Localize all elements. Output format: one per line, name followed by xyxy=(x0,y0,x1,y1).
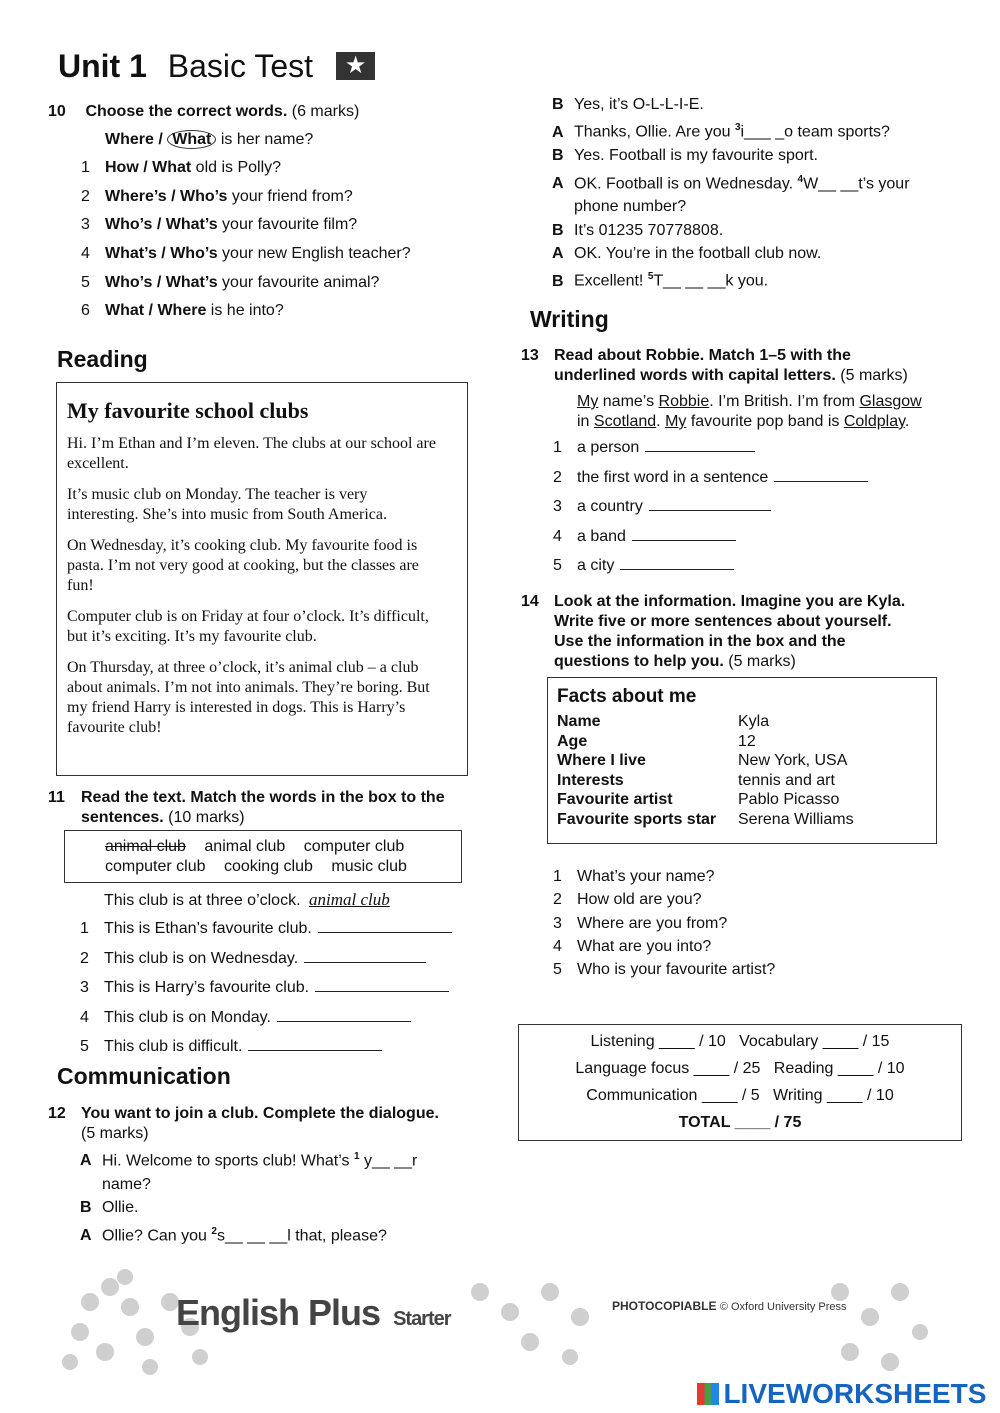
item-number: 6 xyxy=(81,302,90,320)
gap-number: 2 xyxy=(211,1225,217,1237)
dialogue-text: Ollie. xyxy=(102,1199,139,1217)
item-number: 5 xyxy=(80,1038,89,1055)
word-option: animal club xyxy=(204,838,286,855)
item-number: 5 xyxy=(81,273,90,291)
gap-number: 4 xyxy=(797,173,804,185)
test-title: Basic Test xyxy=(167,48,314,84)
word-choice[interactable]: Where’s / Who’s xyxy=(105,187,228,205)
dialogue-text: Yes. Football is my favourite sport. xyxy=(574,147,818,165)
reading-title: My favourite school clubs xyxy=(67,398,309,423)
word-choice[interactable]: Who’s / What’s xyxy=(105,273,218,291)
fact-key: Age xyxy=(557,732,588,750)
q10-item xyxy=(48,187,488,207)
item-text: This club is on Wednesday. xyxy=(104,949,299,967)
question-11 xyxy=(48,788,488,828)
item-number: 4 xyxy=(553,527,562,545)
item-text: your favourite animal? xyxy=(217,273,380,291)
score-reading: Reading ____ / 10 xyxy=(773,1060,905,1077)
dialogue-line xyxy=(552,118,972,142)
fact-value: tennis and art xyxy=(738,771,835,789)
q13-item xyxy=(553,526,953,547)
q10-item xyxy=(48,273,488,293)
fact-key: Favourite artist xyxy=(557,791,673,808)
q13-marks: (5 marks) xyxy=(840,367,908,384)
reading-paragraph: It’s music club on Monday. The teacher is very interesting. She’s into music from South America. xyxy=(67,486,387,523)
q14-question xyxy=(553,914,953,934)
q11-item xyxy=(80,1036,480,1057)
fact-row xyxy=(557,732,936,752)
dialogue-text: OK. You’re in the football club now. xyxy=(574,245,822,262)
q11-example: This club is at three o’clock. animal club xyxy=(104,890,390,909)
fact-key: Interests xyxy=(557,771,624,789)
reading-paragraph: Computer club is on Friday at four o’clock. It’s difficult, but it’s exciting. It’s my favourite club. xyxy=(67,608,429,645)
score-writing: Writing ____ / 10 xyxy=(773,1087,894,1104)
lw-text: LIVEWORKSHEETS xyxy=(723,1378,987,1409)
question-text: What are you into? xyxy=(577,937,712,955)
fact-row xyxy=(557,751,936,771)
dialogue-text: OK. Football is on Wednesday. xyxy=(574,174,798,192)
word-choice[interactable]: What’s / Who’s xyxy=(105,245,218,263)
gap-text[interactable]: i___ _o team sports? xyxy=(740,123,890,141)
dialogue-text: Yes, it’s O-L-L-I-E. xyxy=(574,96,704,113)
word-option: music club xyxy=(331,858,407,875)
item-text: This is Ethan’s favourite club. xyxy=(104,920,312,937)
q12-marks: (5 marks) xyxy=(81,1125,149,1142)
score-communication: Communication ____ / 5 xyxy=(586,1087,760,1104)
score-box xyxy=(518,1024,962,1141)
score-listening: Listening ____ / 10 xyxy=(590,1033,726,1050)
dialogue-line xyxy=(552,95,972,115)
q10-marks: (6 marks) xyxy=(291,103,360,120)
circled-answer: What xyxy=(167,130,216,149)
q14-instruction-4: questions to help you. xyxy=(554,653,724,670)
question-text: Who is your favourite artist? xyxy=(577,961,776,979)
dialogue-text: Ollie? Can you xyxy=(102,1226,212,1244)
fact-row xyxy=(557,810,936,830)
speaker-label: A xyxy=(552,245,564,262)
dialogue-line xyxy=(80,1175,480,1195)
score-language-focus: Language focus ____ / 25 xyxy=(575,1060,761,1077)
question-text: How old are you? xyxy=(577,891,702,909)
reading-paragraph: On Thursday, at three o’clock, it’s animal club – a club about animals. I’m not into animals. They’re boring. But my friend Harry is interested in dogs. This is Harry’s favourite club! xyxy=(67,659,430,736)
dialogue-line xyxy=(80,1147,480,1171)
dialogue-text: name? xyxy=(102,1175,151,1193)
answer-line[interactable] xyxy=(645,437,755,452)
brand-logo xyxy=(176,1292,451,1334)
q11-item xyxy=(80,977,480,998)
dialogue-line xyxy=(552,170,972,194)
question-10 xyxy=(48,102,488,330)
speaker-label: B xyxy=(552,272,564,290)
question-text: What’s your name? xyxy=(577,868,715,885)
speaker-label: A xyxy=(552,123,564,141)
star-badge: ★ xyxy=(336,52,376,80)
answer-line[interactable] xyxy=(277,1007,411,1022)
item-number: 3 xyxy=(553,498,562,515)
item-number: 5 xyxy=(553,961,562,979)
brand-level: Starter xyxy=(393,1308,451,1330)
item-number: 1 xyxy=(553,868,562,885)
answer-line[interactable] xyxy=(774,467,868,482)
word-choice[interactable]: Who’s / What’s xyxy=(105,216,218,234)
dialogue-line xyxy=(552,267,972,291)
dialogue-line xyxy=(80,1198,480,1218)
word-option: computer club xyxy=(105,858,206,875)
unit-label: Unit 1 xyxy=(58,48,147,84)
answer-line[interactable] xyxy=(304,948,426,963)
q14-question xyxy=(553,890,953,910)
dialogue-line xyxy=(552,197,972,217)
q13-instruction-1: Read about Robbie. Match 1–5 with the xyxy=(554,347,851,364)
score-total: TOTAL ____ / 75 xyxy=(678,1114,802,1131)
dialogue-line xyxy=(552,221,972,241)
reading-paragraph: Hi. I’m Ethan and I’m eleven. The clubs at our school are excellent. xyxy=(67,435,436,472)
item-text: a person xyxy=(577,439,640,456)
facts-box xyxy=(547,677,937,844)
example-answer: animal club xyxy=(308,890,390,909)
answer-line[interactable] xyxy=(649,496,771,511)
item-number: 1 xyxy=(553,439,562,456)
gap-text[interactable]: W__ __t’s your xyxy=(803,174,910,192)
q10-item xyxy=(48,215,488,235)
speaker-label: B xyxy=(552,96,564,113)
fact-row xyxy=(557,771,936,791)
item-text: the first word in a sentence xyxy=(577,468,769,486)
item-number: 2 xyxy=(553,468,562,486)
item-text: a band xyxy=(577,527,626,545)
word-box xyxy=(64,830,462,883)
gap-number: 1 xyxy=(353,1151,360,1162)
q14-instruction-2: Write five or more sentences about yourself. xyxy=(554,613,892,630)
q13-item xyxy=(553,467,953,488)
speaker-label: B xyxy=(80,1199,92,1217)
item-number: 1 xyxy=(80,920,89,937)
dialogue-text: Hi. Welcome to sports club! What’s xyxy=(102,1152,354,1170)
q14-instruction-1: Look at the information. Imagine you are Kyla. xyxy=(554,593,906,610)
brand-name: English Plus xyxy=(176,1292,381,1333)
speaker-label: A xyxy=(552,174,564,192)
item-text: old is Polly? xyxy=(191,159,282,176)
q10-number: 10 xyxy=(48,103,66,120)
question-13 xyxy=(521,346,961,432)
item-text: your new English teacher? xyxy=(217,245,411,263)
word-choice[interactable]: What / Where xyxy=(105,302,207,320)
item-number: 2 xyxy=(80,949,89,967)
q14-number: 14 xyxy=(521,593,539,610)
q14-question xyxy=(553,937,953,957)
fact-key: Where I live xyxy=(557,752,646,769)
answer-line[interactable] xyxy=(248,1036,382,1051)
answer-line[interactable] xyxy=(315,977,449,992)
fact-key: Favourite sports star xyxy=(557,810,717,828)
item-text: This club is on Monday. xyxy=(104,1008,271,1026)
q10-item xyxy=(48,244,488,264)
q11-item xyxy=(80,948,480,969)
item-number: 2 xyxy=(553,891,562,909)
q14-instruction-3: Use the information in the box and the xyxy=(554,633,846,650)
word-option: computer club xyxy=(303,838,405,855)
item-text: your friend from? xyxy=(227,187,353,205)
writing-heading: Writing xyxy=(530,306,609,332)
item-number: 3 xyxy=(80,979,89,996)
q14-question xyxy=(553,960,953,980)
answer-line[interactable] xyxy=(632,526,736,541)
crossed-word: animal club xyxy=(105,838,186,855)
item-text: your favourite film? xyxy=(217,216,358,234)
question-14 xyxy=(521,592,961,672)
dialogue-line xyxy=(552,244,972,264)
q10-instruction: Choose the correct words. xyxy=(85,103,288,120)
copyright-line: PHOTOCOPIABLE © Oxford University Press xyxy=(612,1299,847,1313)
facts-title: Facts about me xyxy=(557,686,697,707)
dialogue-text: Excellent! xyxy=(574,272,648,290)
answer-line[interactable] xyxy=(620,555,734,570)
gap-number: 3 xyxy=(734,122,741,134)
item-text: a city xyxy=(577,557,615,574)
word-option: cooking club xyxy=(223,858,313,875)
fact-value: 12 xyxy=(738,732,756,750)
speaker-label: B xyxy=(552,221,564,239)
robbie-paragraph: My name’s Robbie. I’m British. I’m from Glasgow in Scotland. My favourite pop band is Coldplay. xyxy=(577,393,922,430)
q11-item xyxy=(80,918,480,939)
communication-heading: Communication xyxy=(57,1063,231,1089)
q11-instruction-1: Read the text. Match the words in the box to the xyxy=(81,789,445,806)
speaker-label: A xyxy=(80,1226,92,1244)
dialogue-text: It’s 01235 70778808. xyxy=(574,221,724,239)
item-text: is he into? xyxy=(206,302,284,320)
q10-example: Where / What is her name? xyxy=(105,131,314,148)
dialogue-line xyxy=(80,1222,480,1246)
q13-number: 13 xyxy=(521,347,539,364)
item-number: 4 xyxy=(553,937,562,955)
question-text: Where are you from? xyxy=(577,914,728,932)
q13-item xyxy=(553,437,953,458)
fact-value: New York, USA xyxy=(738,752,848,769)
fact-key: Name xyxy=(557,713,601,730)
dialogue-text: phone number? xyxy=(574,198,687,216)
liveworksheets-logo xyxy=(697,1378,986,1410)
dialogue-line xyxy=(552,146,972,166)
fact-row xyxy=(557,712,936,732)
q13-item xyxy=(553,496,953,517)
word-choice[interactable]: How / What xyxy=(105,159,192,176)
q11-number: 11 xyxy=(48,789,65,806)
lw-icon xyxy=(697,1383,719,1405)
q14-question xyxy=(553,867,953,887)
reading-paragraph: On Wednesday, it’s cooking club. My favourite food is pasta. I’m not very good at cooking, but the classes are fun! xyxy=(67,537,419,594)
page-title xyxy=(58,48,375,85)
item-text: a country xyxy=(577,498,643,515)
q10-item xyxy=(48,158,488,178)
fact-value: Serena Williams xyxy=(738,810,854,828)
item-number: 2 xyxy=(81,187,90,205)
item-number: 4 xyxy=(80,1008,89,1026)
q12-number: 12 xyxy=(48,1105,66,1122)
answer-line[interactable] xyxy=(318,918,452,933)
q13-instruction-2: underlined words with capital letters. xyxy=(554,367,836,384)
item-number: 3 xyxy=(81,216,90,234)
fact-value: Kyla xyxy=(738,713,770,730)
dialogue-text: Thanks, Ollie. Are you xyxy=(574,123,735,141)
fact-value: Pablo Picasso xyxy=(738,791,840,808)
q11-instruction-2: sentences. xyxy=(81,809,164,826)
q14-marks: (5 marks) xyxy=(728,653,796,670)
speaker-label: B xyxy=(552,147,564,165)
gap-number: 5 xyxy=(647,271,654,283)
gap-text[interactable]: s__ __ __l that, please? xyxy=(216,1226,387,1244)
item-number: 5 xyxy=(553,557,562,574)
q11-item xyxy=(80,1007,480,1028)
gap-text[interactable]: y__ __r xyxy=(359,1152,418,1170)
fact-row xyxy=(557,790,936,810)
item-number: 4 xyxy=(81,245,90,263)
reading-heading: Reading xyxy=(57,346,148,372)
score-vocabulary: Vocabulary ____ / 15 xyxy=(739,1033,890,1050)
question-12 xyxy=(48,1104,488,1144)
q11-marks: (10 marks) xyxy=(168,809,245,826)
item-number: 1 xyxy=(81,159,90,176)
item-number: 3 xyxy=(553,914,562,932)
gap-text[interactable]: T__ __ __k you. xyxy=(653,272,769,290)
item-text: This club is difficult. xyxy=(104,1038,243,1055)
q10-item xyxy=(48,301,488,321)
reading-text-box xyxy=(56,382,468,776)
q13-item xyxy=(553,555,953,576)
item-text: This is Harry’s favourite club. xyxy=(104,979,310,996)
speaker-label: A xyxy=(80,1152,92,1170)
q12-instruction: You want to join a club. Complete the dialogue. xyxy=(81,1105,439,1122)
